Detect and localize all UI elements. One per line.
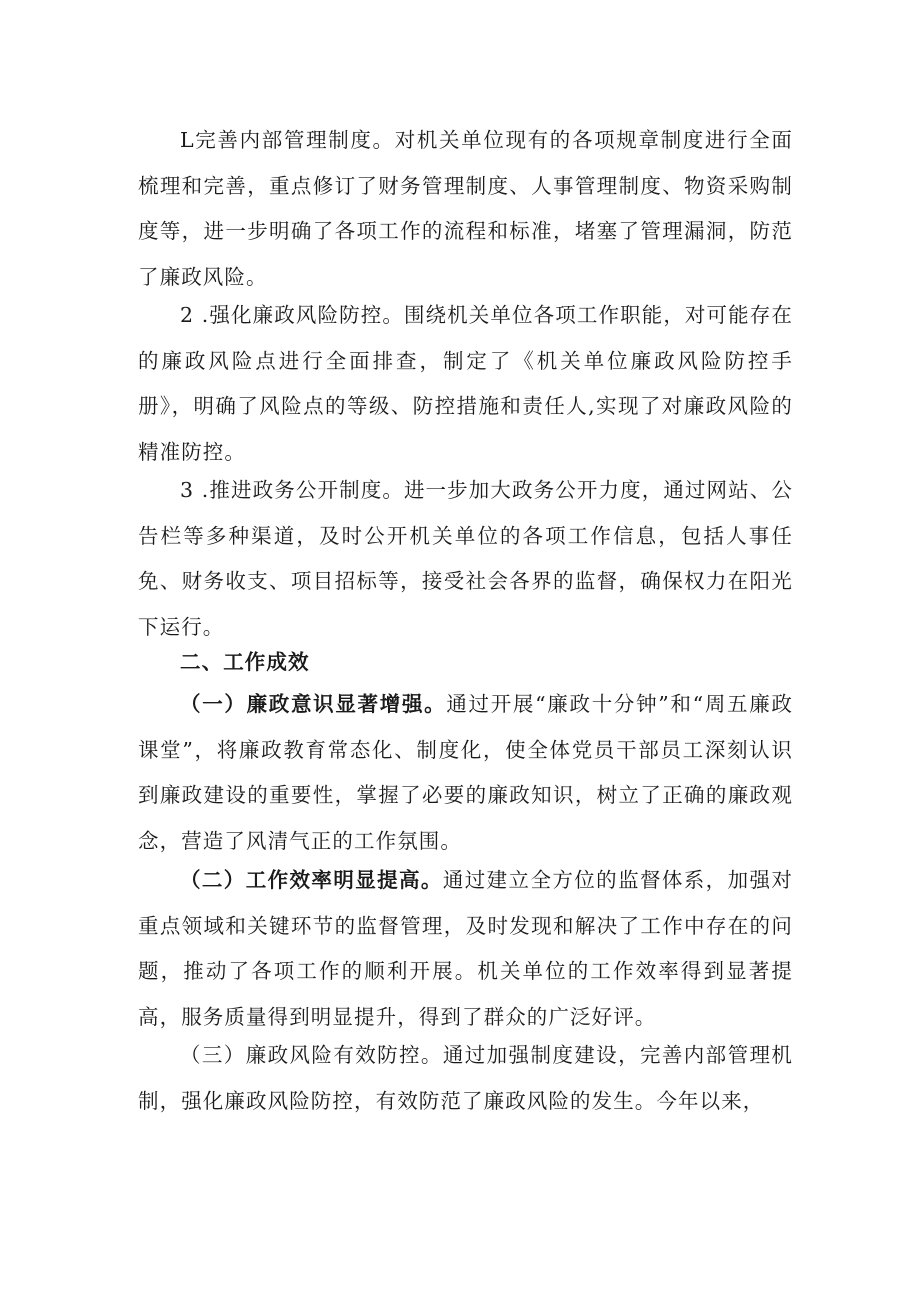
paragraph-text: 3 .推进政务公开制度。进一步加大政务公开力度，通过网站、公告栏等多种渠道，及时公开机关单位的各项工作信息，包括人事任免、财务收支、项目招标等，接受社会各界的监督，确保权力在阳光下运行。	[138, 478, 793, 640]
section-heading: 二、工作成效	[180, 650, 310, 674]
result-lead: （一）廉政意识显著增强。	[180, 692, 447, 716]
paragraph-risk-control	[138, 293, 793, 476]
result-text: 通过建立全方位的监督体系，加强对重点领域和关键环节的监督管理，及时发现和解决了工作中存在的问题，推动了各项工作的顺利开展。机关单位的工作效率得到显著提高，服务质量得到明显提升，得到了群众的广泛好评。	[138, 868, 793, 1030]
paragraph-government-openness	[138, 468, 793, 651]
result-text: （三）廉政风险有效防控。通过加强制度建设，完善内部管理机制，强化廉政风险防控，有效防范了廉政风险的发生。今年以来，	[138, 1043, 793, 1113]
paragraph-text: 2 .强化廉政风险防控。围绕机关单位各项工作职能，对可能存在的廉政风险点进行全面排查，制定了《机关单位廉政风险防控手册》，明确了风险点的等级、防控措施和责任人,实现了对廉政风险的精准防控。	[138, 303, 793, 465]
result-paragraph-efficiency	[138, 858, 793, 1041]
result-text: 通过开展“廉政十分钟”和“周五廉政课堂”，将廉政教育常态化、制度化，使全体党员干部员工深刻认识到廉政建设的重要性，掌握了必要的廉政知识，树立了正确的廉政观念，营造了风清气正的工作氛围。	[138, 692, 794, 854]
result-lead: （二）工作效率明显提高。	[180, 868, 443, 892]
paragraph-internal-management	[138, 118, 793, 301]
result-paragraph-risk-prevention	[138, 1033, 793, 1124]
paragraph-text: L完善内部管理制度。对机关单位现有的各项规章制度进行全面梳理和完善，重点修订了财务管理制度、人事管理制度、物资采购制度等，进一步明确了各项工作的流程和标准，堵塞了管理漏洞，防范了廉政风险。	[138, 128, 793, 290]
result-paragraph-awareness	[138, 682, 793, 865]
